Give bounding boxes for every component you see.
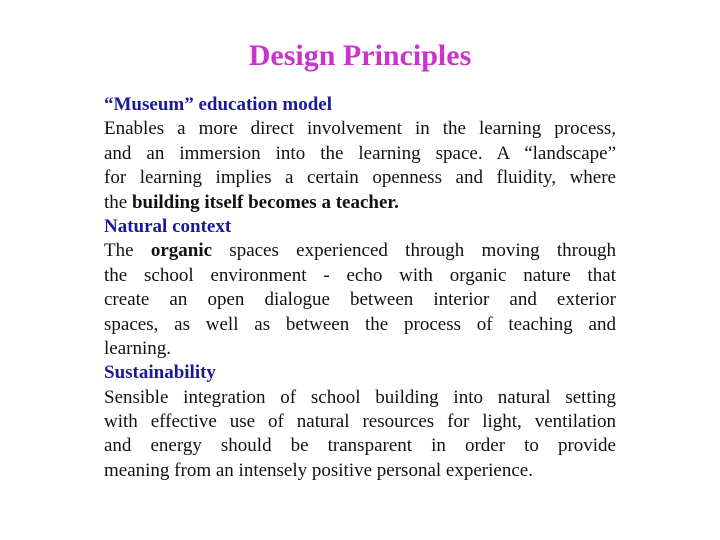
slide-content (104, 93, 616, 483)
body-line: spaces, as well as between the process of teaching and (104, 313, 616, 335)
section-heading-museum-model: “Museum” education model (104, 94, 332, 115)
body-line: and energy should be transparent in order to provide (104, 435, 616, 457)
body-line (104, 191, 616, 215)
body-text: the (104, 191, 132, 213)
body-line: and an immersion into the learning space. A “landscape” (104, 142, 616, 164)
body-line: with effective use of natural resources for light, ventilation (104, 411, 616, 433)
body-line: create an open dialogue between interior and exterior (104, 289, 616, 311)
slide-title: Design Principles (248, 39, 472, 72)
body-text: spaces experienced through moving through (212, 240, 616, 262)
section-heading-sustainability: Sustainability (104, 362, 216, 384)
section-heading-natural-context: Natural context (104, 215, 232, 237)
body-line (104, 239, 616, 263)
body-line: Enables a more direct involvement in the learning process, (104, 118, 616, 140)
body-line: for learning implies a certain openness and fluidity, where (104, 167, 616, 189)
body-line: the school environment - echo with organic nature that (104, 264, 616, 286)
emphasis-text: building itself becomes a teacher. (131, 191, 399, 213)
body-line: meaning from an intensely positive personal experience. (104, 459, 533, 481)
body-text: The (104, 240, 151, 262)
emphasis-text: organic (150, 240, 213, 262)
body-line: learning. (104, 337, 172, 359)
body-line: Sensible integration of school building into natural setting (104, 386, 616, 408)
